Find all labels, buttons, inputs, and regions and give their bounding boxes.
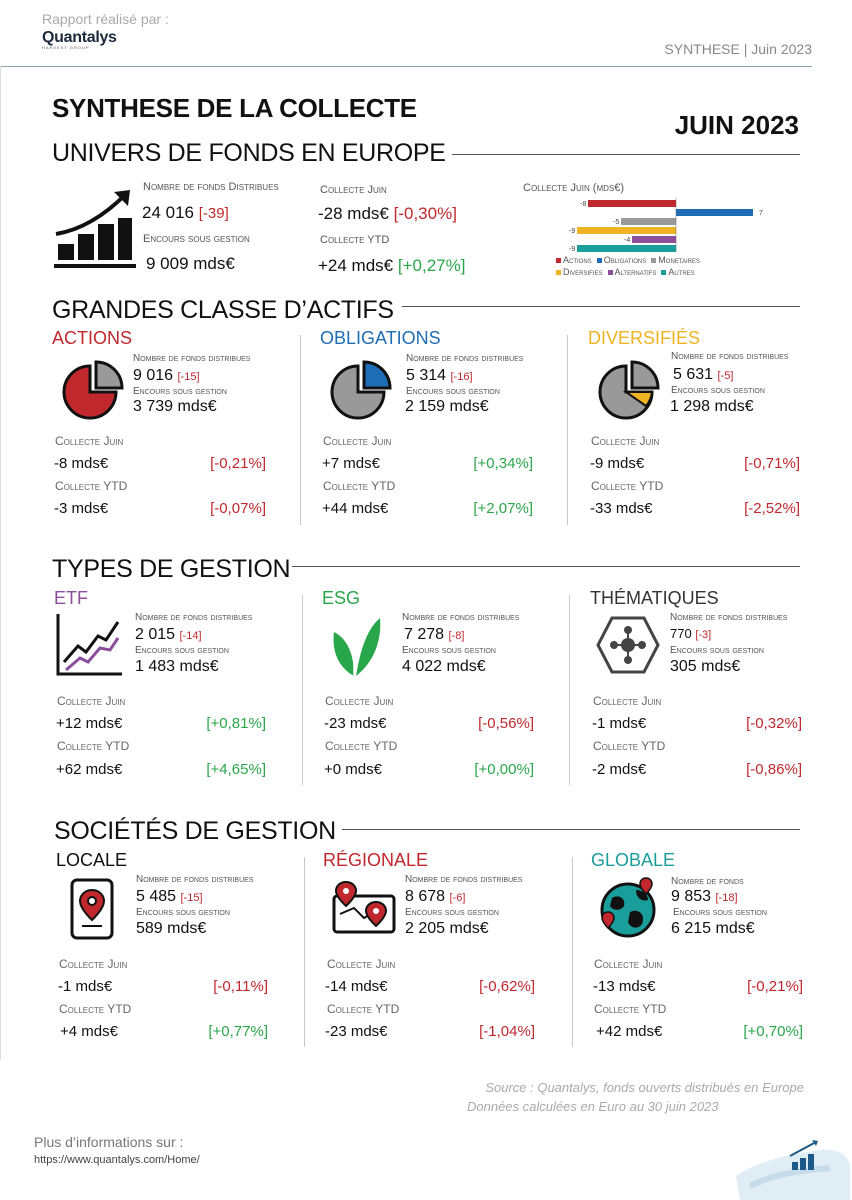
regionale-encours-value: 2 205 mds€ bbox=[405, 920, 489, 937]
logo-text: Quantalys bbox=[42, 29, 117, 46]
network-hexagon-icon bbox=[596, 616, 660, 674]
quantalys-url-link[interactable]: https://www.quantalys.com/Home/ bbox=[34, 1154, 200, 1166]
thematiques-juin-label: Collecte Juin bbox=[593, 694, 662, 708]
univers-juin-label: Collecte Juin bbox=[320, 184, 387, 196]
collecte-bar-chart bbox=[540, 196, 790, 252]
etf-juin-pct: [+0,81%] bbox=[206, 715, 266, 732]
classes-rule bbox=[402, 306, 800, 307]
globale-encours-value: 6 215 mds€ bbox=[671, 920, 755, 937]
map-pin-card-icon bbox=[70, 878, 114, 940]
actions-encours-value: 3 739 mds€ bbox=[133, 398, 217, 415]
chart-title: Collecte Juin (mds€) bbox=[523, 182, 625, 194]
classes-section-title: GRANDES CLASSE D’ACTIFS bbox=[52, 296, 394, 324]
obligations-juin-pct: [+0,34%] bbox=[473, 455, 533, 472]
regionale-nb-value: 8 678 [-6] bbox=[405, 888, 466, 905]
regional-map-icon bbox=[330, 880, 398, 936]
gestion-rule bbox=[292, 566, 800, 567]
gestion-section-title: TYPES DE GESTION bbox=[52, 555, 291, 583]
locale-nb-value: 5 485 [-15] bbox=[136, 888, 203, 905]
legend-actions: Actions bbox=[556, 255, 592, 265]
etf-line-chart-icon bbox=[54, 612, 124, 678]
societes-rule bbox=[342, 829, 800, 830]
actions-juin-pct: [-0,21%] bbox=[210, 455, 266, 472]
locale-title: LOCALE bbox=[56, 850, 128, 870]
globale-nb-value: 9 853 [-18] bbox=[671, 888, 738, 905]
locale-juin-label: Collecte Juin bbox=[59, 957, 128, 971]
locale-encours-label: Encours sous gestion bbox=[136, 907, 230, 918]
esg-juin-value: -23 mds€ bbox=[324, 715, 387, 732]
bar-obligations bbox=[676, 209, 753, 216]
header-synthese-label: SYNTHESE | Juin 2023 bbox=[664, 41, 812, 57]
obligations-encours-value: 2 159 mds€ bbox=[405, 398, 489, 415]
regionale-encours-label: Encours sous gestion bbox=[405, 907, 499, 918]
univers-rule bbox=[452, 154, 800, 155]
locale-ytd-pct: [+0,77%] bbox=[208, 1023, 268, 1040]
societes-divider-1 bbox=[304, 857, 305, 1047]
esg-title: ESG bbox=[322, 588, 361, 608]
etf-ytd-label: Collecte YTD bbox=[57, 739, 130, 753]
esg-encours-label: Encours sous gestion bbox=[402, 645, 496, 656]
univers-nb-value: 24 016 [-39] bbox=[142, 203, 229, 222]
diversifies-juin-pct: [-0,71%] bbox=[744, 455, 800, 472]
regionale-juin-pct: [-0,62%] bbox=[479, 978, 535, 995]
footer-chart-decoration-icon bbox=[730, 1120, 852, 1200]
classes-divider-1 bbox=[300, 335, 301, 525]
bar-label-actions: -8 bbox=[580, 201, 587, 208]
thematiques-nb-label: Nombre de fonds distribues bbox=[670, 612, 788, 623]
actions-nb-label: Nombre de fonds distribues bbox=[133, 353, 251, 364]
diversifies-ytd-pct: [-2,52%] bbox=[744, 500, 800, 517]
more-info-label: Plus d’informations sur : bbox=[34, 1134, 184, 1150]
thematiques-juin-pct: [-0,32%] bbox=[746, 715, 802, 732]
bar-label-alternatifs: -4 bbox=[624, 237, 631, 244]
diversifies-encours-value: 1 298 mds€ bbox=[670, 398, 754, 415]
regionale-juin-value: -14 mds€ bbox=[325, 978, 388, 995]
diversifies-pie-icon bbox=[596, 358, 662, 420]
globale-juin-value: -13 mds€ bbox=[593, 978, 656, 995]
thematiques-nb-value: 770 [-3] bbox=[670, 626, 712, 641]
growth-chart-icon bbox=[52, 188, 136, 272]
obligations-juin-value: +7 mds€ bbox=[322, 455, 380, 472]
legend-diversifies: Diversifies bbox=[556, 267, 603, 277]
actions-pie-icon bbox=[60, 358, 126, 420]
thematiques-encours-label: Encours sous gestion bbox=[670, 645, 764, 656]
regionale-ytd-pct: [-1,04%] bbox=[479, 1023, 535, 1040]
actions-encours-label: Encours sous gestion bbox=[133, 386, 227, 397]
classes-divider-2 bbox=[567, 335, 568, 525]
esg-nb-label: Nombre de fonds distribues bbox=[402, 612, 520, 623]
locale-encours-value: 589 mds€ bbox=[136, 920, 207, 937]
regionale-juin-label: Collecte Juin bbox=[327, 957, 396, 971]
regionale-ytd-label: Collecte YTD bbox=[327, 1002, 400, 1016]
globale-ytd-pct: [+0,70%] bbox=[743, 1023, 803, 1040]
left-border-line bbox=[0, 66, 1, 1060]
esg-juin-pct: [-0,56%] bbox=[478, 715, 534, 732]
diversifies-encours-label: Encours sous gestion bbox=[671, 385, 765, 396]
actions-nb-value: 9 016 [-15] bbox=[133, 367, 200, 384]
globale-juin-pct: [-0,21%] bbox=[747, 978, 803, 995]
obligations-ytd-label: Collecte YTD bbox=[323, 479, 396, 493]
legend-monetaires: Monetaires bbox=[651, 255, 700, 265]
locale-ytd-value: +4 mds€ bbox=[60, 1023, 118, 1040]
obligations-ytd-pct: [+2,07%] bbox=[473, 500, 533, 517]
etf-ytd-value: +62 mds€ bbox=[56, 761, 123, 778]
globale-nb-label: Nombre de fonds bbox=[671, 876, 744, 887]
globale-title: GLOBALE bbox=[591, 850, 676, 870]
bar-actions bbox=[588, 200, 676, 207]
source-line-1: Source : Quantalys, fonds ouverts distribués en Europe bbox=[485, 1080, 804, 1095]
bar-autres bbox=[577, 245, 676, 252]
esg-juin-label: Collecte Juin bbox=[325, 694, 394, 708]
obligations-encours-label: Encours sous gestion bbox=[406, 386, 500, 397]
bar-label-monetaires: -5 bbox=[613, 219, 620, 226]
univers-section-title: UNIVERS DE FONDS EN EUROPE bbox=[52, 139, 446, 167]
globale-ytd-label: Collecte YTD bbox=[594, 1002, 667, 1016]
thematiques-ytd-pct: [-0,86%] bbox=[746, 761, 802, 778]
source-line-2: Données calculées en Euro au 30 juin 2023 bbox=[467, 1099, 719, 1114]
etf-encours-value: 1 483 mds€ bbox=[135, 658, 219, 675]
bar-label-autres: -9 bbox=[569, 246, 576, 252]
esg-nb-value: 7 278 [-8] bbox=[404, 626, 465, 643]
globale-encours-label: Encours sous gestion bbox=[673, 907, 767, 918]
leaves-icon bbox=[330, 612, 382, 678]
esg-ytd-pct: [+0,00%] bbox=[474, 761, 534, 778]
legend-alternatifs: Alternatifs bbox=[608, 267, 657, 277]
obligations-title: OBLIGATIONS bbox=[320, 328, 441, 348]
diversifies-juin-value: -9 mds€ bbox=[590, 455, 645, 472]
globale-juin-label: Collecte Juin bbox=[594, 957, 663, 971]
actions-title: ACTIONS bbox=[52, 328, 133, 348]
quantalys-logo[interactable] bbox=[42, 29, 117, 50]
globe-pins-icon bbox=[598, 876, 660, 938]
thematiques-title: THÉMATIQUES bbox=[590, 588, 719, 608]
obligations-juin-label: Collecte Juin bbox=[323, 434, 392, 448]
etf-nb-value: 2 015 [-14] bbox=[135, 626, 202, 643]
bar-label-obligations: 7 bbox=[759, 210, 763, 217]
diversifies-nb-label: Nombre de fonds distribues bbox=[671, 351, 789, 362]
etf-ytd-pct: [+4,65%] bbox=[206, 761, 266, 778]
thematiques-ytd-value: -2 mds€ bbox=[592, 761, 647, 778]
univers-ytd-label: Collecte YTD bbox=[320, 234, 390, 246]
thematiques-ytd-label: Collecte YTD bbox=[593, 739, 666, 753]
obligations-nb-value: 5 314 [-16] bbox=[406, 367, 473, 384]
bar-alternatifs bbox=[632, 236, 676, 243]
thematiques-juin-value: -1 mds€ bbox=[592, 715, 647, 732]
chart-legend bbox=[556, 254, 756, 278]
date-title: JUIN 2023 bbox=[674, 110, 799, 140]
societes-divider-2 bbox=[572, 857, 573, 1047]
legend-autres: Autres bbox=[661, 267, 694, 277]
esg-encours-value: 4 022 mds€ bbox=[402, 658, 486, 675]
bar-label-diversifies: -9 bbox=[569, 228, 576, 235]
univers-encours-value: 9 009 mds€ bbox=[146, 254, 235, 273]
locale-juin-value: -1 mds€ bbox=[58, 978, 113, 995]
etf-nb-label: Nombre de fonds distribues bbox=[135, 612, 253, 623]
diversifies-juin-label: Collecte Juin bbox=[591, 434, 660, 448]
thematiques-encours-value: 305 mds€ bbox=[670, 658, 741, 675]
societes-section-title: SOCIÉTÉS DE GESTION bbox=[54, 817, 336, 845]
gestion-divider-1 bbox=[302, 595, 303, 785]
locale-nb-label: Nombre de fonds distribues bbox=[136, 874, 254, 885]
esg-ytd-value: +0 mds€ bbox=[324, 761, 382, 778]
locale-juin-pct: [-0,11%] bbox=[213, 978, 268, 995]
univers-juin-value: -28 mds€ [-0,30%] bbox=[318, 204, 457, 223]
regionale-title: RÉGIONALE bbox=[323, 850, 429, 870]
actions-juin-value: -8 mds€ bbox=[54, 455, 109, 472]
diversifies-ytd-label: Collecte YTD bbox=[591, 479, 664, 493]
esg-ytd-label: Collecte YTD bbox=[325, 739, 398, 753]
etf-encours-label: Encours sous gestion bbox=[135, 645, 229, 656]
etf-juin-label: Collecte Juin bbox=[57, 694, 126, 708]
regionale-ytd-value: -23 mds€ bbox=[325, 1023, 388, 1040]
bar-diversifies bbox=[577, 227, 676, 234]
etf-title: ETF bbox=[54, 588, 88, 608]
report-by-label: Rapport réalisé par : bbox=[42, 11, 169, 27]
logo-sub: HARVEST GROUP bbox=[42, 45, 90, 50]
page-title: SYNTHESE DE LA COLLECTE bbox=[52, 93, 417, 123]
univers-encours-label: Encours sous gestion bbox=[143, 233, 250, 245]
obligations-nb-label: Nombre de fonds distribues bbox=[406, 353, 524, 364]
univers-ytd-value: +24 mds€ [+0,27%] bbox=[318, 256, 466, 275]
actions-ytd-pct: [-0,07%] bbox=[210, 500, 266, 517]
actions-juin-label: Collecte Juin bbox=[55, 434, 124, 448]
obligations-pie-icon bbox=[328, 358, 394, 420]
regionale-nb-label: Nombre de fonds distribues bbox=[405, 874, 523, 885]
etf-juin-value: +12 mds€ bbox=[56, 715, 123, 732]
actions-ytd-value: -3 mds€ bbox=[54, 500, 109, 517]
locale-ytd-label: Collecte YTD bbox=[59, 1002, 132, 1016]
univers-nb-label: Nombre de fonds Distribues bbox=[143, 181, 279, 193]
gestion-divider-2 bbox=[569, 595, 570, 785]
legend-obligations: Obligations bbox=[597, 255, 647, 265]
bar-monetaires bbox=[621, 218, 676, 225]
diversifies-ytd-value: -33 mds€ bbox=[590, 500, 653, 517]
header-rule bbox=[0, 66, 812, 67]
diversifies-nb-value: 5 631 [-5] bbox=[673, 366, 734, 383]
actions-ytd-label: Collecte YTD bbox=[55, 479, 128, 493]
diversifies-title: DIVERSIFIÉS bbox=[588, 328, 701, 348]
obligations-ytd-value: +44 mds€ bbox=[322, 500, 389, 517]
globale-ytd-value: +42 mds€ bbox=[596, 1023, 663, 1040]
